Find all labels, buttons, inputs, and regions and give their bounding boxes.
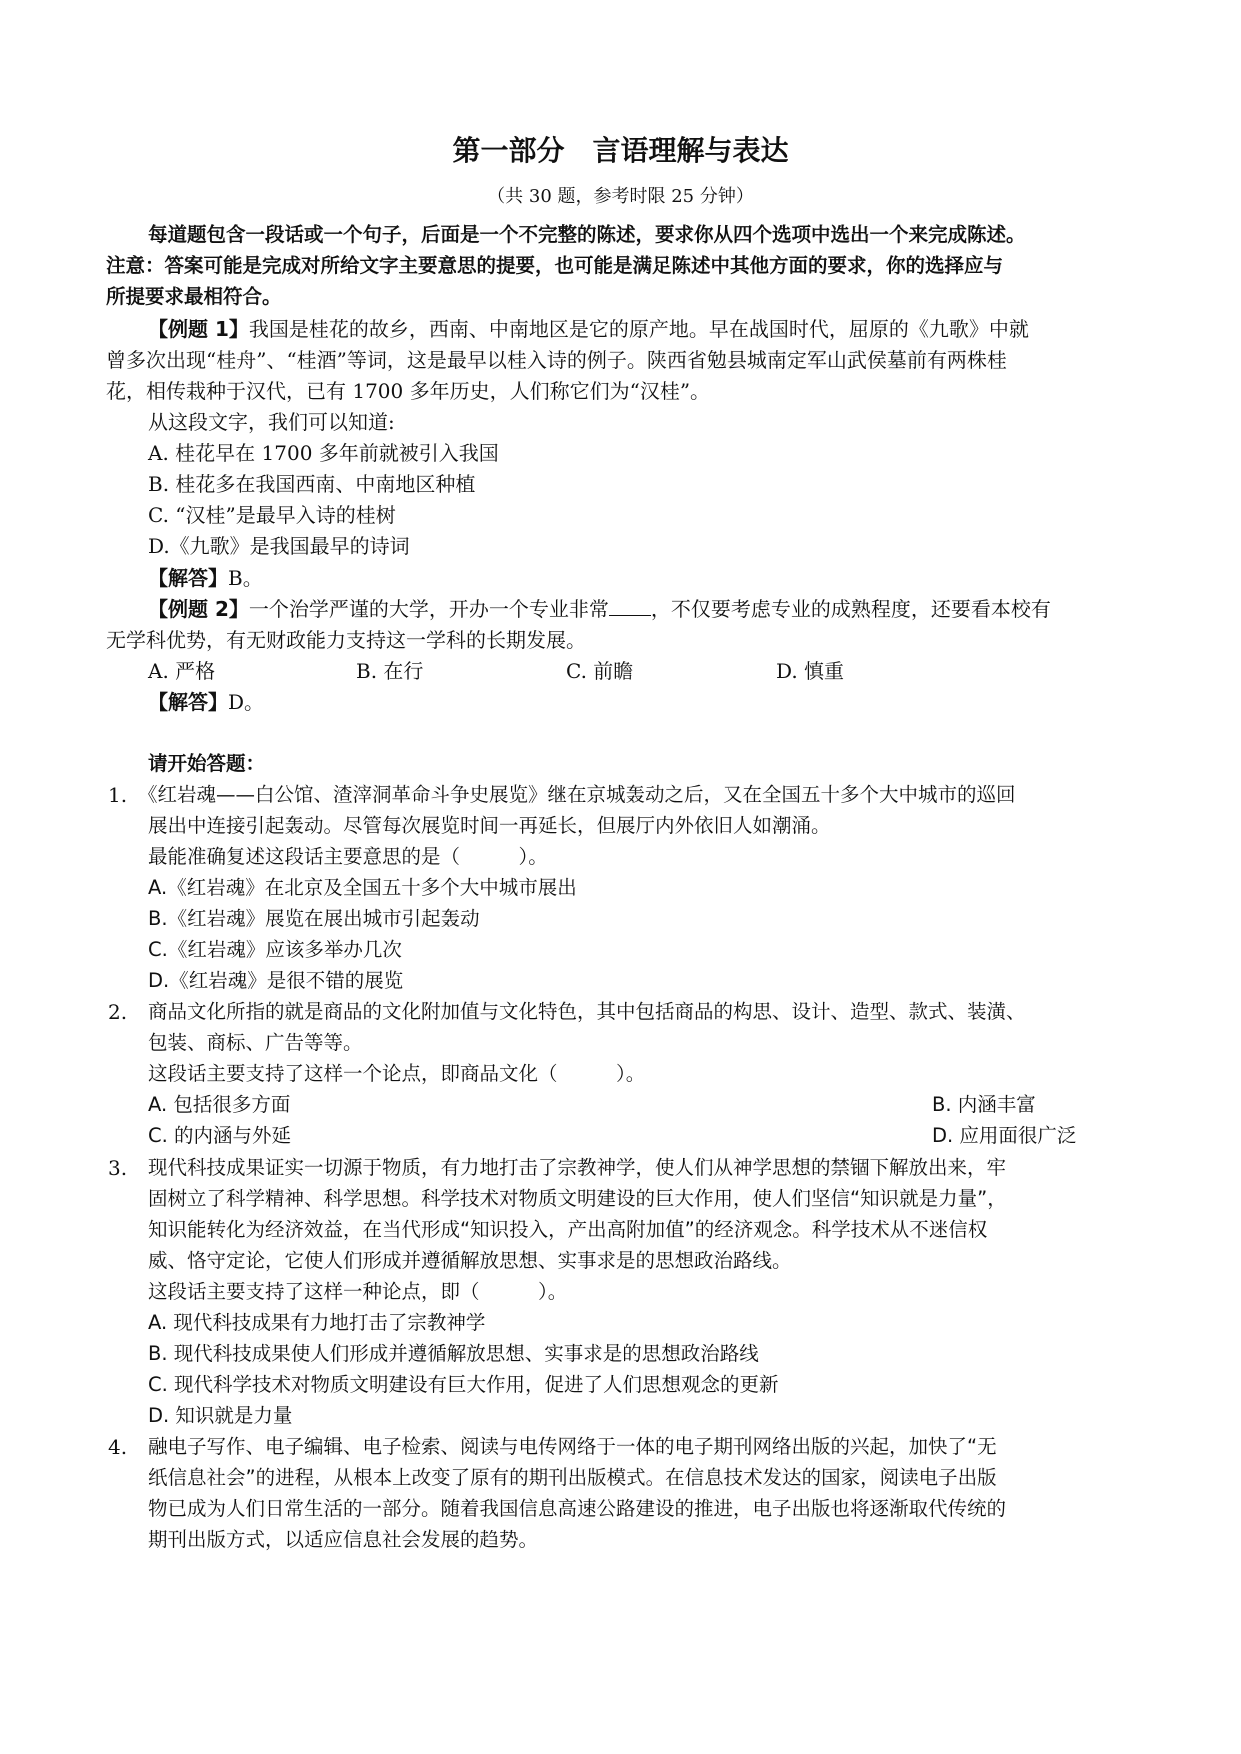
example2-option-b: B. 在行	[356, 659, 424, 683]
question-2-line-1: 商品文化所指的就是商品的文化附加值与文化特色，其中包括商品的构思、设计、造型、款式、装潢、	[148, 1000, 1026, 1023]
question-3-line-4: 威、恪守定论，它使人们形成并遵循解放思想、实事求是的思想政治路线。	[148, 1249, 792, 1272]
example1-option-c: C. “汉桂”是最早入诗的桂树	[148, 503, 396, 527]
question-1-option-c: C.《红岩魂》应该多举办几次	[148, 938, 402, 961]
question-3-option-d: D. 知识就是力量	[148, 1404, 293, 1427]
question-3-line-2: 固树立了科学精神、科学思想。科学技术对物质文明建设的巨大作用，使人们坚信“知识就是力量”，	[148, 1187, 1007, 1210]
example1-answer	[148, 566, 263, 590]
question-2-number: 2.	[108, 1000, 128, 1024]
question-3-line-3: 知识能转化为经济效益，在当代形成“知识投入，产出高附加值”的经济观念。科学技术从不迷信权	[148, 1218, 988, 1241]
example2-text-1a: 一个治学严谨的大学，开办一个专业非常	[248, 597, 609, 621]
section-subtitle: （共 30 题，参考时限 25 分钟）	[487, 186, 754, 207]
example1-text-1: 我国是桂花的故乡，西南、中南地区是它的原产地。早在战国时代，屈原的《九歌》中就	[248, 317, 1029, 341]
example2-tag: 【例题 2】	[148, 597, 249, 621]
question-2-option-b: B. 内涵丰富	[932, 1093, 1036, 1116]
example1-tag: 【例题 1】	[148, 317, 249, 341]
start-label: 请开始答题：	[148, 752, 266, 775]
example2-option-a: A. 严格	[148, 659, 216, 683]
question-3-option-c: C. 现代科学技术对物质文明建设有巨大作用，促进了人们思想观念的更新	[148, 1373, 779, 1396]
example1-option-a: A. 桂花早在 1700 多年前就被引入我国	[148, 441, 499, 465]
instructions-line-3: 所提要求最相符合。	[106, 285, 282, 308]
question-4-number: 4.	[108, 1435, 128, 1459]
question-3-line-1: 现代科技成果证实一切源于物质，有力地打击了宗教神学，使人们从神学思想的禁锢下解放出来，牢	[148, 1156, 1007, 1179]
instructions-line-2: 注意：答案可能是完成对所给文字主要意思的提要，也可能是满足陈述中其他方面的要求，你的选择应与	[106, 254, 1004, 277]
example2-line-2: 无学科优势，有无财政能力支持这一学科的长期发展。	[106, 628, 586, 652]
question-3-stem: 这段话主要支持了这样一种论点，即（ ）。	[148, 1280, 568, 1303]
question-4-line-1: 融电子写作、电子编辑、电子检索、阅读与电传网络于一体的电子期刊网络出版的兴起，加快了“无	[148, 1435, 997, 1458]
example1-answer-tag: 【解答】	[148, 566, 228, 590]
example1-line-3: 花，相传栽种于汉代，已有 1700 多年历史，人们称它们为“汉桂”。	[106, 379, 711, 403]
question-2-line-2: 包装、商标、广告等等。	[148, 1031, 363, 1054]
question-4-line-2: 纸信息社会”的进程，从根本上改变了原有的期刊出版模式。在信息技术发达的国家，阅读电子出版	[148, 1466, 997, 1489]
example2-answer	[148, 690, 264, 714]
question-1-option-d: D.《红岩魂》是很不错的展览	[148, 969, 404, 992]
example2-line-1	[148, 597, 1051, 621]
example2-text-1b: ，不仅要考虑专业的成熟程度，还要看本校有	[650, 597, 1051, 621]
question-4-line-3: 物已成为人们日常生活的一部分。随着我国信息高速公路建设的推进，电子出版也将逐渐取代传统的	[148, 1497, 1007, 1520]
question-1-option-b: B.《红岩魂》展览在展出城市引起轰动	[148, 907, 480, 930]
question-1-line-1: 《红岩魂——白公馆、渣滓洞革命斗争史展览》继在京城轰动之后，又在全国五十多个大中城市的巡回	[138, 783, 1016, 806]
example1-option-b: B. 桂花多在我国西南、中南地区种植	[148, 472, 476, 496]
question-3-number: 3.	[108, 1156, 128, 1180]
section-title: 第一部分 言语理解与表达	[452, 134, 789, 167]
example1-option-d: D.《九歌》是我国最早的诗词	[148, 534, 410, 558]
question-4-line-4: 期刊出版方式，以适应信息社会发展的趋势。	[148, 1528, 539, 1551]
example1-stem: 从这段文字，我们可以知道:	[148, 410, 395, 434]
question-2-option-a: A. 包括很多方面	[148, 1093, 291, 1116]
example1-line-1	[148, 317, 1029, 341]
example2-blank	[609, 597, 651, 616]
example2-answer-tag: 【解答】	[148, 690, 228, 714]
example2-option-d: D. 慎重	[776, 659, 845, 683]
question-3-option-a: A. 现代科技成果有力地打击了宗教神学	[148, 1311, 486, 1334]
question-2-option-d: D. 应用面很广泛	[932, 1124, 1077, 1147]
question-2-option-c: C. 的内涵与外延	[148, 1124, 292, 1147]
question-1-option-a: A.《红岩魂》在北京及全国五十多个大中城市展出	[148, 876, 577, 899]
example2-answer-value: D。	[228, 690, 265, 714]
example1-line-2: 曾多次出现“桂舟”、“桂酒”等词，这是最早以桂入诗的例子。陕西省勉县城南定军山武侯墓前有两株桂	[106, 348, 1007, 372]
instructions-line-1: 每道题包含一段话或一个句子，后面是一个不完整的陈述，要求你从四个选项中选出一个来完成陈述。	[148, 223, 1026, 246]
question-3-option-b: B. 现代科技成果使人们形成并遵循解放思想、实事求是的思想政治路线	[148, 1342, 759, 1365]
example2-option-c: C. 前瞻	[566, 659, 634, 683]
question-1-line-2: 展出中连接引起轰动。尽管每次展览时间一再延长，但展厅内外依旧人如潮涌。	[148, 814, 831, 837]
example1-answer-value: B。	[228, 566, 263, 590]
question-2-stem: 这段话主要支持了这样一个论点，即商品文化（ ）。	[148, 1062, 646, 1085]
question-1-number: 1.	[108, 783, 128, 807]
question-1-stem: 最能准确复述这段话主要意思的是（ ）。	[148, 845, 548, 868]
